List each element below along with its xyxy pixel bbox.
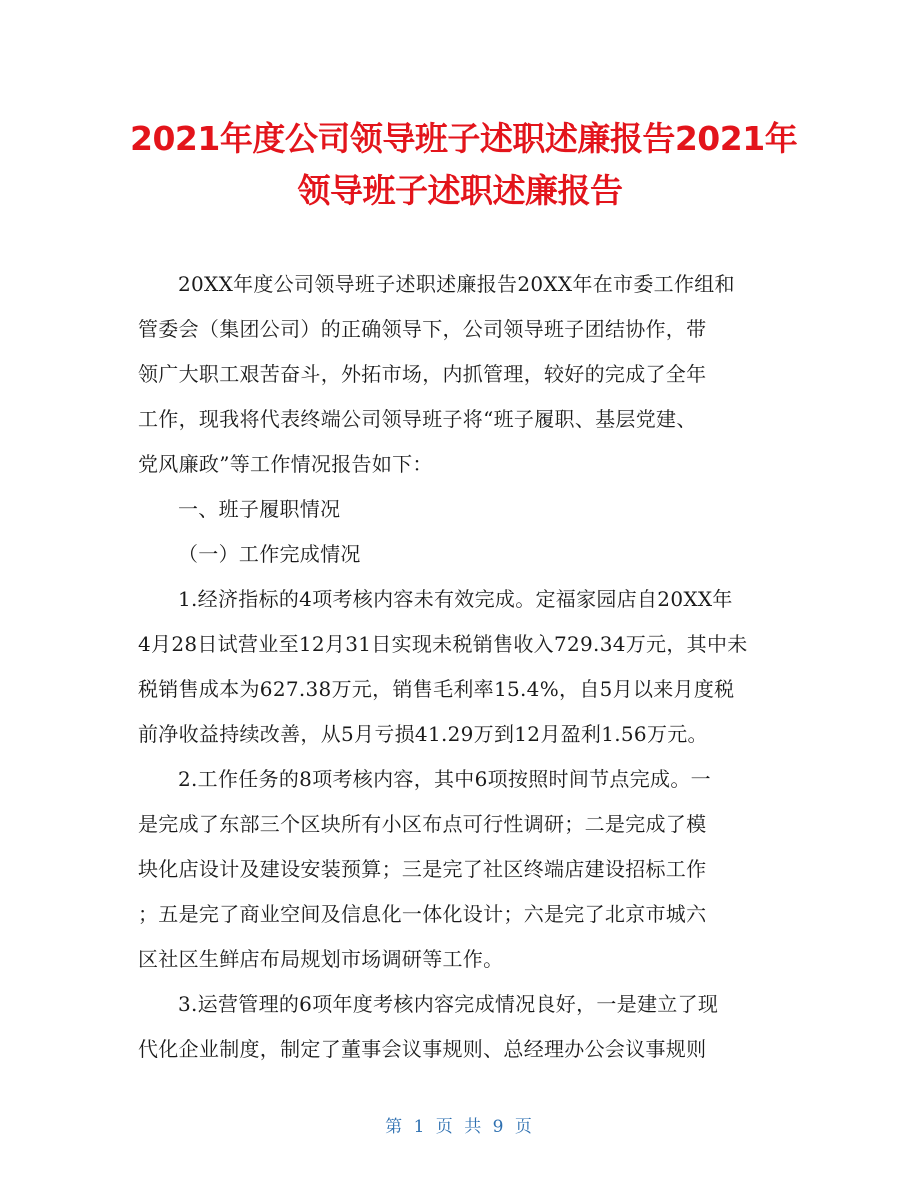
- text-line: 块化店设计及建设安装预算；三是完了社区终端店建设招标工作: [138, 857, 707, 881]
- text-line: 2.工作任务的8项考核内容，其中6项按照时间节点完成。一: [178, 767, 711, 791]
- document-body: [138, 262, 783, 1072]
- item-3-paragraph: [138, 982, 783, 1072]
- document-title: [130, 113, 798, 217]
- subsection-heading: [138, 532, 783, 577]
- text-line: 4月28日试营业至12月31日实现未税销售收入729.34万元，其中未: [138, 632, 748, 656]
- section-heading: [138, 487, 783, 532]
- text-line: 前净收益持续改善，从5月亏损41.29万到12月盈利1.56万元。: [138, 722, 708, 746]
- text-line: 党风廉政”等工作情况报告如下：: [138, 452, 433, 476]
- text-line: （一）工作完成情况: [178, 542, 361, 566]
- text-line: ；五是完了商业空间及信息化一体化设计；六是完了北京市城六: [138, 902, 707, 926]
- text-line: 管委会（集团公司）的正确领导下，公司领导班子团结协作，带: [138, 317, 707, 341]
- text-line: 税销售成本为627.38万元，销售毛利率15.4%，自5月以来月度税: [138, 677, 735, 701]
- title-line-2: 领导班子述职述廉报告: [297, 171, 623, 210]
- text-line: 1.经济指标的4项考核内容未有效完成。定福家园店自20XX年: [178, 587, 733, 611]
- text-line: 是完成了东部三个区块所有小区布点可行性调研；二是完成了模: [138, 812, 707, 836]
- text-line: 领广大职工艰苦奋斗，外拓市场，内抓管理，较好的完成了全年: [138, 362, 707, 386]
- intro-paragraph: [138, 262, 783, 487]
- text-line: 20XX年度公司领导班子述职述廉报告20XX年在市委工作组和: [178, 272, 735, 296]
- text-line: 一、班子履职情况: [178, 497, 341, 521]
- text-line: 3.运营管理的6项年度考核内容完成情况良好，一是建立了现: [178, 992, 719, 1016]
- title-line-1: 2021年度公司领导班子述职述廉报告2021年: [130, 119, 798, 158]
- page-footer: 第 1 页 共 9 页: [385, 1117, 535, 1137]
- text-line: 区社区生鲜店布局规划市场调研等工作。: [138, 947, 504, 971]
- item-1-paragraph: [138, 577, 783, 757]
- text-line: 工作，现我将代表终端公司领导班子将“班子履职、基层党建、: [138, 407, 697, 431]
- item-2-paragraph: [138, 757, 783, 982]
- text-line: 代化企业制度，制定了董事会议事规则、总经理办公会议事规则: [138, 1037, 707, 1061]
